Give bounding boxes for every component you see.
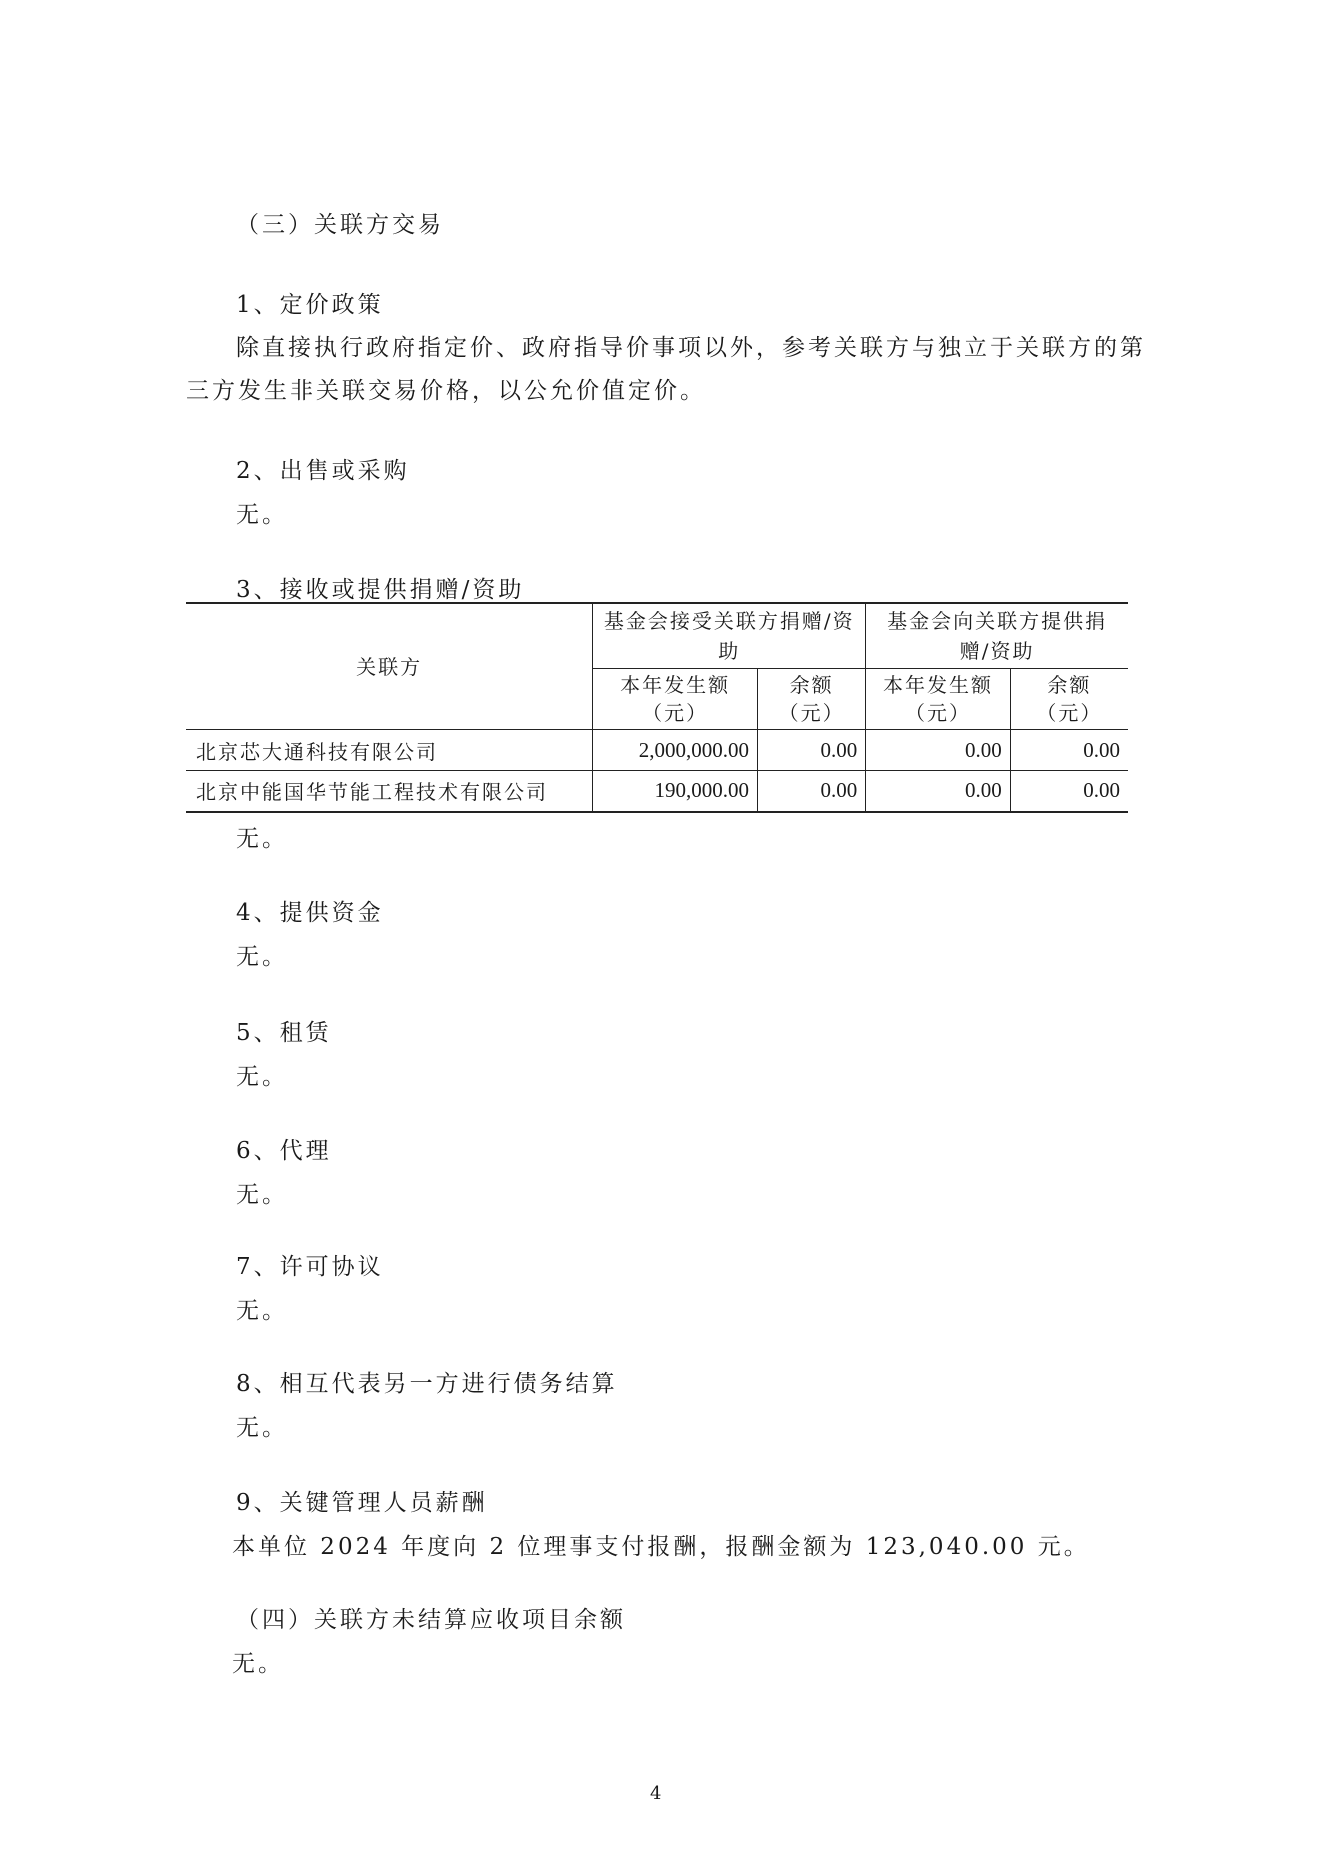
license-value: 无。 <box>236 1298 288 1324</box>
agency-heading: 6、代理 <box>236 1138 332 1164</box>
header-provide-group: 基金会向关联方提供捐 赠/资助 <box>866 603 1128 669</box>
donation-heading: 3、接收或提供捐赠/资助 <box>236 577 525 603</box>
header-prov-amount: 本年发生额 （元） <box>866 669 1011 730</box>
recv-amount: 190,000.00 <box>593 771 758 812</box>
sale-value: 无。 <box>236 502 288 528</box>
agency-value: 无。 <box>236 1182 288 1208</box>
party-name: 北京芯大通科技有限公司 <box>186 730 593 771</box>
recv-balance: 0.00 <box>758 730 866 771</box>
recv-balance: 0.00 <box>758 771 866 812</box>
pricing-heading: 1、定价政策 <box>236 292 384 318</box>
prov-balance: 0.00 <box>1010 730 1128 771</box>
donation-note: 无。 <box>236 826 288 852</box>
header-recv-amount: 本年发生额 （元） <box>593 669 758 730</box>
pricing-text-line1: 除直接执行政府指定价、政府指导价事项以外，参考关联方与独立于关联方的第 <box>236 335 1146 361</box>
lease-value: 无。 <box>236 1064 288 1090</box>
header-prov-balance: 余额 （元） <box>1010 669 1128 730</box>
header-recv-balance: 余额 （元） <box>758 669 866 730</box>
page-number: 4 <box>650 1783 662 1804</box>
recv-amount: 2,000,000.00 <box>593 730 758 771</box>
lease-heading: 5、租赁 <box>236 1020 332 1046</box>
compensation-heading: 9、关键管理人员薪酬 <box>236 1490 488 1516</box>
sale-heading: 2、出售或采购 <box>236 458 410 484</box>
prov-amount: 0.00 <box>866 771 1011 812</box>
settlement-value: 无。 <box>236 1415 288 1441</box>
settlement-heading: 8、相互代表另一方进行债务结算 <box>236 1371 618 1397</box>
table-row <box>186 771 1128 812</box>
table-row <box>186 730 1128 771</box>
prov-amount: 0.00 <box>866 730 1011 771</box>
header-party: 关联方 <box>186 603 593 730</box>
section4-value: 无。 <box>232 1651 284 1677</box>
funds-heading: 4、提供资金 <box>236 900 384 926</box>
prov-balance: 0.00 <box>1010 771 1128 812</box>
pricing-text-line2: 三方发生非关联交易价格，以公允价值定价。 <box>186 378 706 404</box>
section-heading-3: （三）关联方交易 <box>236 212 444 238</box>
donation-table <box>186 602 1128 813</box>
compensation-text: 本单位 2024 年度向 2 位理事支付报酬，报酬金额为 123,040.00 元。 <box>232 1534 1090 1560</box>
header-receive-group: 基金会接受关联方捐赠/资 助 <box>593 603 866 669</box>
section-heading-4: （四）关联方未结算应收项目余额 <box>236 1607 626 1633</box>
party-name: 北京中能国华节能工程技术有限公司 <box>186 771 593 812</box>
license-heading: 7、许可协议 <box>236 1254 384 1280</box>
funds-value: 无。 <box>236 944 288 970</box>
